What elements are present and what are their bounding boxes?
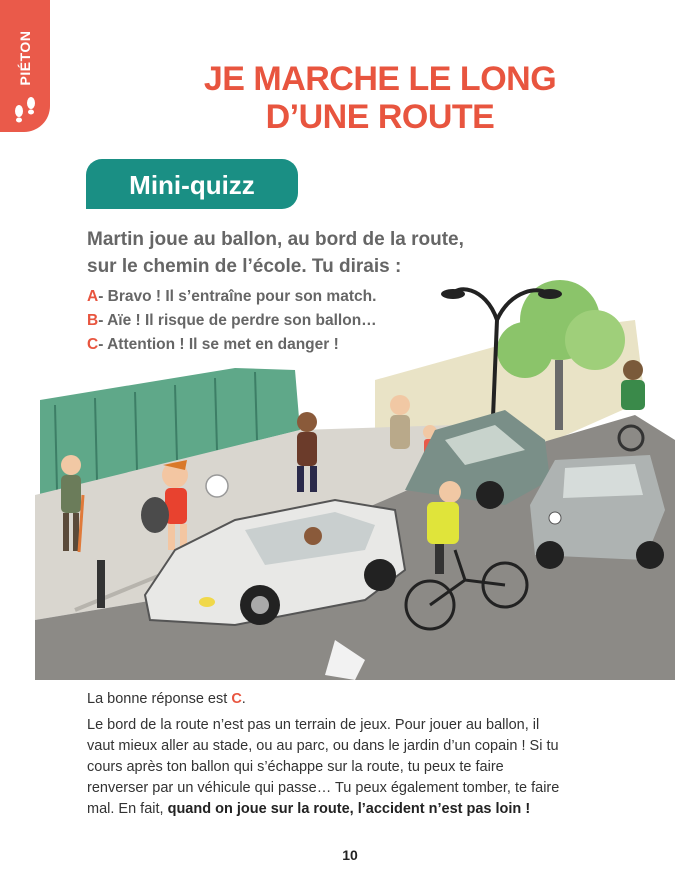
correct-answer-end: . [241,691,246,707]
correct-answer-intro: La bonne réponse est [87,691,232,707]
question-line-2: sur le chemin de l’école. Tu dirais : [87,256,402,277]
answer-b [87,309,417,333]
mini-quiz-label: Mini-quizz [129,170,255,200]
answer-explanation [87,689,567,820]
answer-c-letter: C [87,336,99,353]
mini-quiz-heading [86,159,298,209]
title-line-2: D’UNE ROUTE [265,98,495,136]
explanation-conclusion: quand on joue sur la route, l’accident n’est pas loin ! [167,801,531,817]
answer-a-letter: A [87,288,99,305]
answer-a-text: - Bravo ! Il s’entraîne pour son match. [98,288,377,305]
grey-car [530,455,665,569]
explanation-paragraph [87,715,567,820]
quiz-answers [87,285,417,357]
correct-answer-letter: C [231,691,242,707]
answer-c [87,333,417,357]
answer-b-text: - Aïe ! Il risque de perdre son ballon… [98,312,377,329]
footprints-icon [9,92,41,124]
answer-a [87,285,417,309]
page-title [150,60,610,136]
section-label: PIÉTON [17,30,33,86]
question-line-1: Martin joue au ballon, au bord de la route, [87,229,464,250]
explanation-text: Le bord de la route n’est pas un terrain de jeux. Pour jouer au ballon, il vaut mieux aller au stade, ou au parc, ou dans le jardin d’un copain ! Si tu cours après ton ballon qui s’échappe sur la route, tu peux te faire renverser par un véhicule qui passe… Tu peux également tomber, te faire mal. En fait, [87,717,560,817]
correct-answer-line [87,689,567,710]
answer-b-letter: B [87,312,99,329]
title-line-1: JE MARCHE LE LONG [203,60,557,98]
page-number: 10 [342,847,358,863]
section-tab [0,0,50,132]
answer-c-text: - Attention ! Il se met en danger ! [98,336,339,353]
quiz-question [87,226,507,280]
